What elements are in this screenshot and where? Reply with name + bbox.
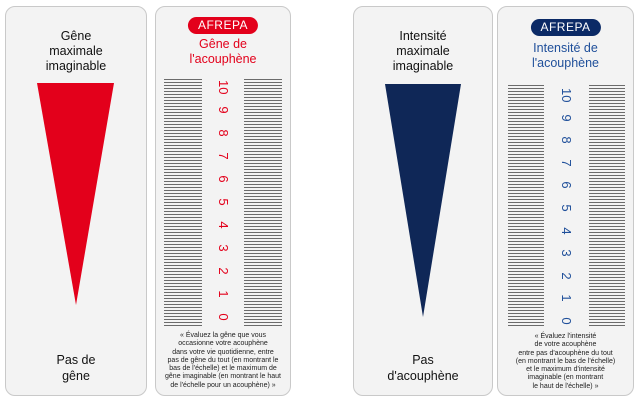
intensite-instruction-line: le haut de l'échelle) » (532, 382, 599, 390)
intensite-instruction-line: « Évaluez l'intensité (534, 333, 597, 340)
gene-instruction-text (162, 332, 284, 390)
intensite-scale-digit: 1 (559, 294, 574, 302)
gene-scale-digit: 4 (216, 221, 231, 229)
intensite-back-title-line-1: Intensité de (533, 41, 598, 55)
gene-scale-digit: 1 (216, 290, 231, 298)
intensite-scale-digit: 5 (559, 204, 574, 212)
gene-instruction-line: bas de l'échelle) et le maximum de (169, 365, 277, 373)
intensite-triangle (354, 7, 494, 327)
gene-back-title-line-1: Gêne de (199, 37, 247, 51)
intensite-back-title (498, 41, 633, 71)
intensite-scale-digit: 10 (559, 88, 574, 103)
intensite-scale-digit: 0 (559, 317, 574, 325)
intensite-scale-digit: 4 (559, 226, 574, 235)
gene-scale-ruler (164, 79, 282, 327)
gene-front-top-line-1: Gêne (60, 29, 92, 43)
intensite-instruction-line: de votre acouphène (534, 341, 597, 349)
intensite-front-top-line-3: imaginable (392, 59, 454, 73)
gene-instruction-line: occasionne votre acouphène (178, 340, 268, 348)
gene-back-title (156, 37, 290, 67)
intensite-scale-digit: 7 (559, 159, 574, 167)
gene-triangle (6, 7, 148, 317)
intensite-instruction-line: et le maximum d'intensité (526, 366, 605, 374)
gene-scale-digit: 5 (216, 198, 231, 206)
gene-scale-digit: 6 (216, 175, 231, 183)
intensite-instruction-line: entre pas d'acouphène du tout (518, 349, 613, 357)
gene-scale-digit: 9 (216, 106, 231, 114)
intensite-instruction-line: (en montrant le bas de l'échelle) (515, 357, 616, 365)
intensite-scale-digit: 6 (559, 181, 574, 189)
intensite-back-title-line-2: l'acouphène (531, 56, 600, 70)
gene-left-ticks (164, 79, 202, 327)
intensite-instruction-line: imaginable (en montrant (527, 374, 604, 382)
intensite-scale-ruler (508, 85, 625, 327)
intensite-front-bottom-line-2: d'acouphène (387, 369, 459, 383)
intensite-front-bottom-label (354, 352, 492, 384)
intensite-front-top-line-2: maximale (396, 44, 450, 58)
intensite-scale-digit: 9 (559, 113, 574, 122)
intensite-front-top-line-1: Intensité (399, 29, 447, 43)
intensite-instruction-text (504, 333, 627, 391)
intensite-front-card (353, 6, 493, 396)
gene-front-top-line-2: maximale (49, 44, 103, 58)
gene-afrepa-badge: AFREPA (188, 17, 258, 34)
gene-scale-digit: 8 (216, 129, 231, 137)
gene-scale-digit: 7 (216, 152, 231, 160)
gene-front-card (5, 6, 147, 396)
gene-instruction-line: de l'échelle pour un acouphène) » (170, 381, 276, 389)
gene-instruction-line: « Évaluez la gêne que vous (179, 332, 266, 339)
intensite-front-bottom-line-1: Pas (412, 353, 434, 367)
gene-back-title-line-2: l'acouphène (189, 52, 257, 66)
gene-scale-digit: 0 (216, 313, 231, 321)
gene-instruction-line: dans votre vie quotidienne, entre (172, 348, 274, 356)
intensite-afrepa-badge: AFREPA (530, 19, 600, 36)
intensite-right-ticks (589, 85, 625, 327)
gene-right-ticks (244, 79, 282, 327)
gene-back-card (155, 6, 291, 396)
gene-front-bottom-line-2: gêne (62, 369, 90, 383)
gene-front-top-line-3: imaginable (45, 59, 107, 73)
intensite-scale-digit: 2 (559, 272, 574, 280)
intensite-scale-digit: 3 (559, 249, 574, 257)
intensite-left-ticks (508, 85, 544, 327)
gene-scale-digit: 10 (216, 80, 231, 95)
gene-scale-digit: 3 (216, 244, 231, 252)
gene-front-bottom-line-1: Pas de (56, 353, 96, 367)
gene-instruction-line: gêne imaginable (en montrant le haut (165, 373, 281, 381)
intensite-back-card (497, 6, 634, 396)
gene-instruction-line: pas de gêne du tout (en montrant le (167, 356, 279, 364)
gene-front-bottom-label (6, 352, 146, 384)
intensite-scale-digit: 8 (559, 136, 574, 144)
gene-scale-digit: 2 (216, 267, 231, 275)
